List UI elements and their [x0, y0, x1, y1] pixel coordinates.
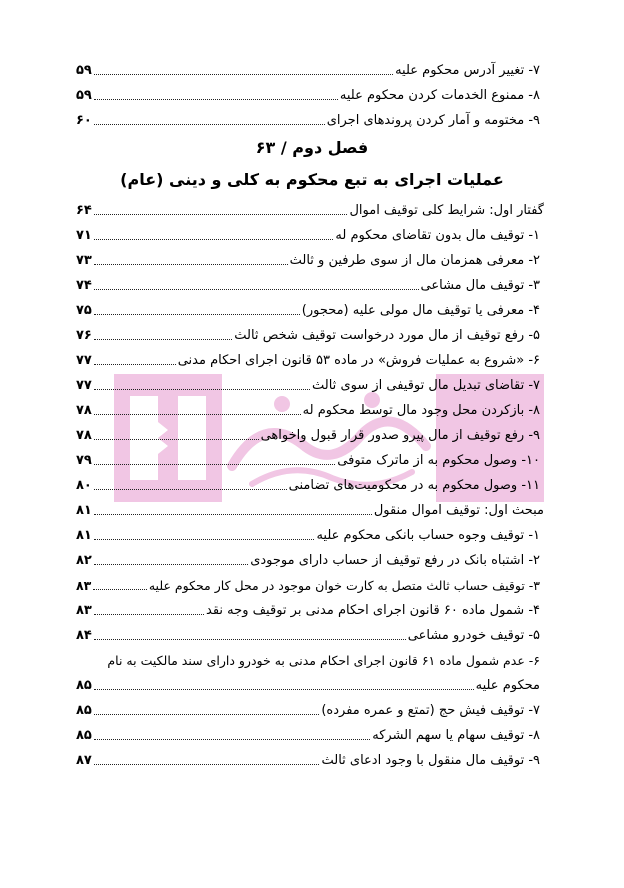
- dot-leader: [94, 689, 474, 690]
- toc-entry[interactable]: ۱۱- وصول محکوم به در محکومیت‌های تضامنی ۸۰: [76, 478, 540, 493]
- dot-leader: [94, 264, 288, 265]
- toc-section-heading[interactable]: گفتار اول: شرایط کلی توقیف اموال ۶۴: [76, 203, 544, 218]
- dot-leader: [94, 389, 310, 390]
- dot-leader: [94, 74, 393, 75]
- dot-leader: [94, 414, 301, 415]
- toc-entry[interactable]: ۶- «شروع به عملیات فروش» در ماده ۵۳ قانون اجرای احکام مدنی ۷۷: [76, 353, 540, 368]
- toc-entry[interactable]: ۸- بازکردن محل وجود مال توسط محکوم له ۷۸: [76, 403, 540, 418]
- dot-leader: [94, 739, 370, 740]
- dot-leader: [94, 339, 232, 340]
- toc-entry[interactable]: ۵- رفع توقیف از مال مورد درخواست توقیف شخص ثالث ۷۶: [76, 328, 540, 343]
- dot-leader: [94, 539, 315, 540]
- toc-entry-line2[interactable]: محکوم علیه ۸۵: [76, 678, 540, 693]
- dot-leader: [94, 614, 204, 615]
- toc-entry[interactable]: ۵- توقیف خودرو مشاعی ۸۴: [76, 628, 540, 643]
- toc-entry[interactable]: ۱- توقیف مال بدون تقاضای محکوم له ۷۱: [76, 228, 540, 243]
- dot-leader: [94, 214, 348, 215]
- toc-entry[interactable]: ۷- تغییر آدرس محکوم علیه ۵۹: [76, 63, 540, 78]
- chapter-title: فصل دوم / ۶۳: [255, 138, 369, 157]
- toc-entry[interactable]: ۸- ممنوع الخدمات کردن محکوم علیه ۵۹: [76, 88, 540, 103]
- dot-leader: [94, 99, 338, 100]
- dot-leader: [94, 564, 248, 565]
- toc-entry[interactable]: ۴- معرفی یا توقیف مال مولی علیه (محجور) ۷۵: [76, 303, 540, 318]
- toc-entry[interactable]: ۷- تقاضای تبدیل مال توقیفی از سوی ثالث ۷۷: [76, 378, 540, 393]
- dot-leader: [94, 489, 287, 490]
- toc-entry[interactable]: ۲- اشتباه بانک در رفع توقیف از حساب دارای موجودی ۸۲: [76, 553, 540, 568]
- dot-leader: [94, 639, 406, 640]
- toc-entry[interactable]: ۴- شمول ماده ۶۰ قانون اجرای احکام مدنی بر توقیف وجه نقد ۸۳: [76, 603, 540, 618]
- toc-entry[interactable]: ۱- توقیف وجوه حساب بانکی محکوم علیه ۸۱: [76, 528, 540, 543]
- toc-entry[interactable]: ۲- معرفی همزمان مال از سوی طرفین و ثالث ۷۳: [76, 253, 540, 268]
- toc-entry[interactable]: ۳- توقیف مال مشاعی ۷۴: [76, 278, 540, 293]
- toc-section-heading[interactable]: مبحث اول: توقیف اموال منقول ۸۱: [76, 503, 544, 518]
- dot-leader: [94, 314, 300, 315]
- dot-leader: [94, 714, 319, 715]
- dot-leader: [94, 464, 335, 465]
- toc-entry[interactable]: ۹- توقیف مال منقول با وجود ادعای ثالث ۸۷: [76, 753, 540, 768]
- dot-leader: [94, 764, 320, 765]
- toc-entry[interactable]: ۹- رفع توقیف از مال پیرو صدور قرار قبول واخواهی ۷۸: [76, 428, 540, 443]
- chapter-subtitle: عملیات اجرای به تبع محکوم به کلی و دینی (عام): [120, 170, 504, 189]
- dot-leader: [94, 289, 419, 290]
- dot-leader: [94, 364, 176, 365]
- toc-entry[interactable]: ۷- توقیف فیش حج (تمتع و عمره مفرده) ۸۵: [76, 703, 540, 718]
- toc-entry[interactable]: ۳- توقیف حساب ثالث متصل به کارت خوان موجود در محل کار محکوم علیه ۸۳: [76, 578, 540, 593]
- toc-entry[interactable]: ۱۰- وصول محکوم به از ماترک متوفی ۷۹: [76, 453, 540, 468]
- dot-leader: [94, 239, 334, 240]
- dot-leader: [93, 589, 147, 590]
- toc-entry-line1[interactable]: ۶- عدم شمول ماده ۶۱ قانون اجرای احکام مدنی به خودرو دارای سند مالکیت به نام: [107, 653, 540, 668]
- toc-entry[interactable]: ۹- مختومه و آمار کردن پروندهای اجرای ۶۰: [76, 113, 540, 128]
- dot-leader: [94, 124, 325, 125]
- toc-entry[interactable]: ۸- توقیف سهام یا سهم الشرکه ۸۵: [76, 728, 540, 743]
- dot-leader: [94, 514, 372, 515]
- dot-leader: [94, 439, 259, 440]
